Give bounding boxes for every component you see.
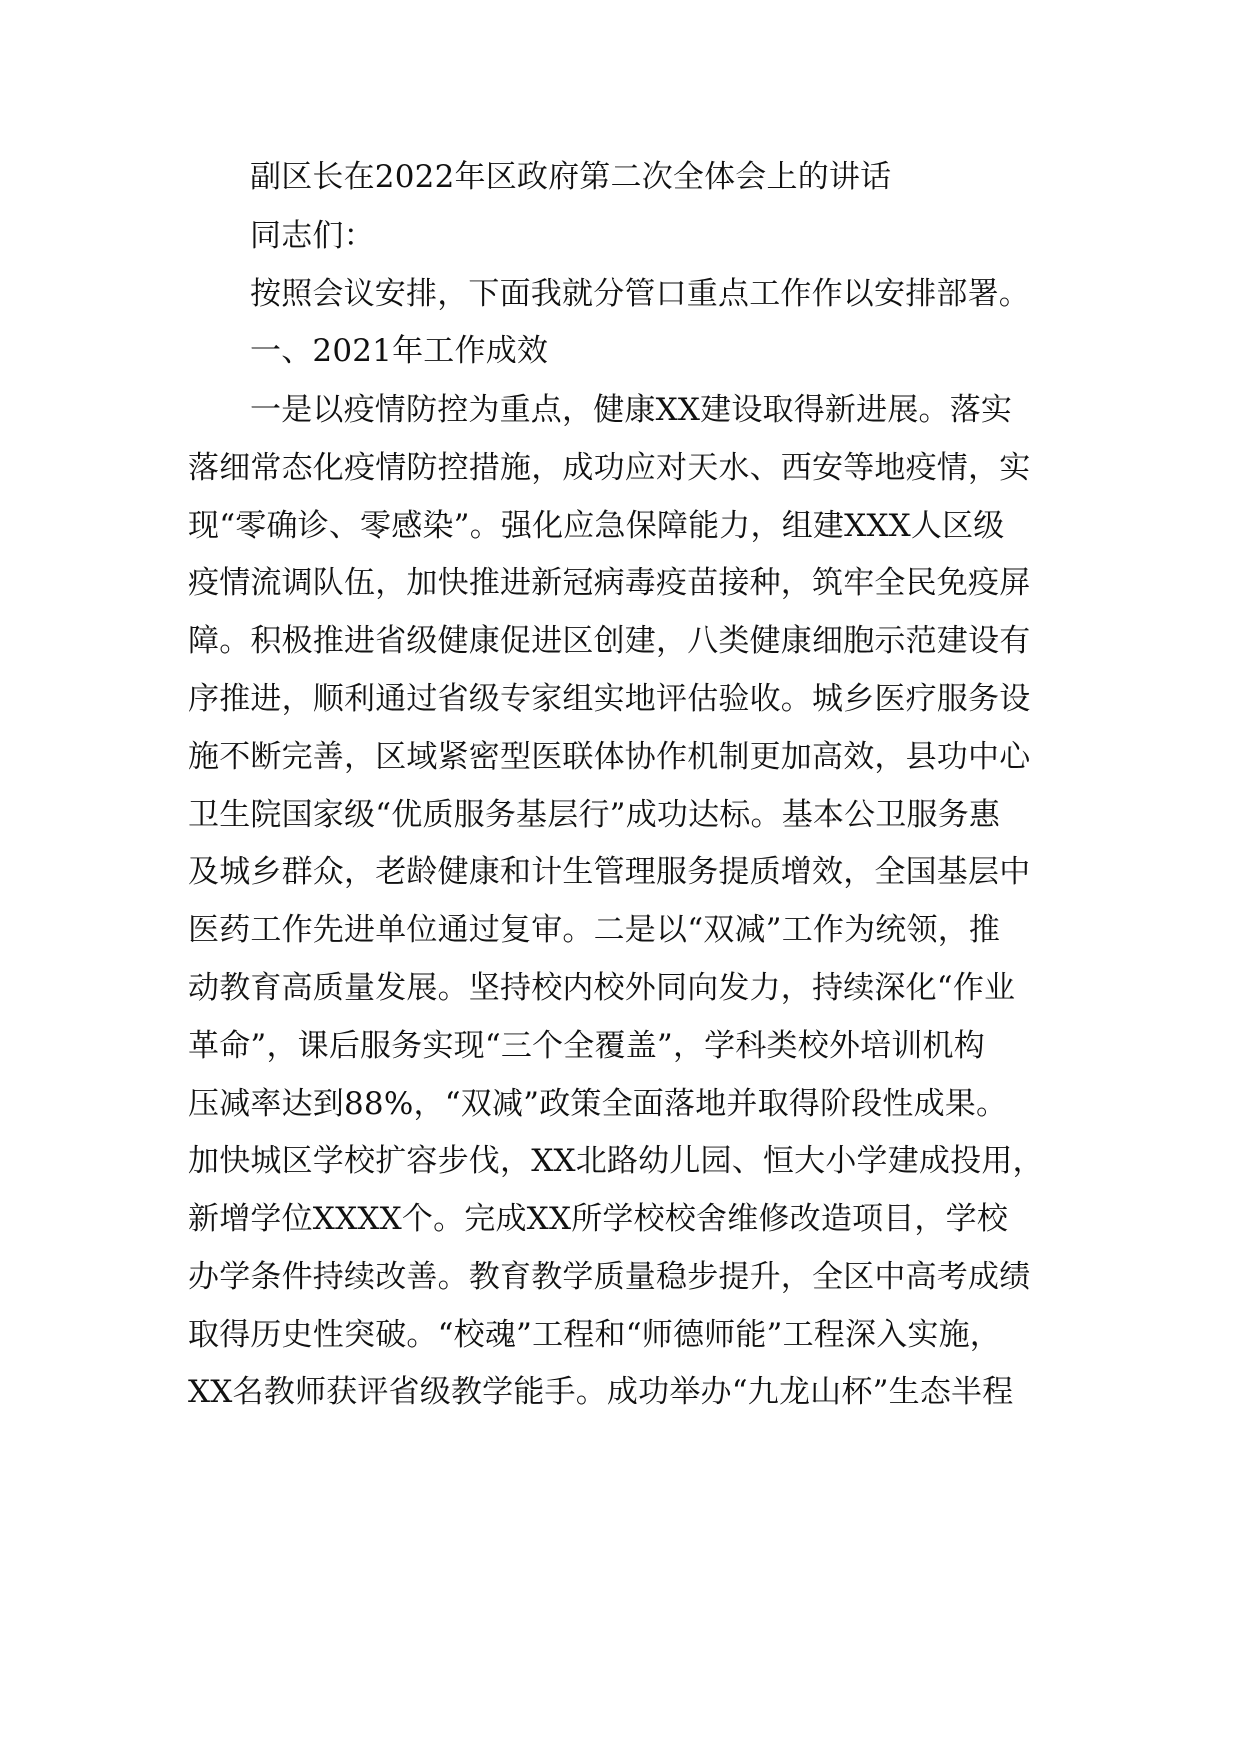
body-line: 加快城区学校扩容步伐，XX北路幼儿园、恒大小学建成投用，: [188, 1143, 1044, 1179]
body-line: 一是以疫情防控为重点，健康XX建设取得新进展。落实: [250, 392, 1013, 428]
body-line: XX名教师获评省级教学能手。成功举办“九龙山杯”生态半程: [188, 1374, 1014, 1410]
body-line: 卫生院国家级“优质服务基层行”成功达标。基本公卫服务惠: [188, 797, 1001, 833]
body-line: 办学条件持续改善。教育教学质量稳步提升，全区中高考成绩: [188, 1259, 1031, 1295]
body-line: 障。积极推进省级健康促进区创建，八类健康细胞示范建设有: [188, 623, 1031, 659]
body-line: 及城乡群众，老龄健康和计生管理服务提质增效，全国基层中: [188, 854, 1031, 890]
salutation: 同志们：: [250, 218, 375, 254]
document-title: 副区长在2022年区政府第二次全体会上的讲话: [250, 159, 892, 195]
body-line: 取得历史性突破。“校魂”工程和“师德师能”工程深入实施，: [188, 1317, 1001, 1353]
body-line: 序推进，顺利通过省级专家组实地评估验收。城乡医疗服务设: [188, 681, 1031, 717]
body-line: 医药工作先进单位通过复审。二是以“双减”工作为统领，推: [188, 912, 1001, 948]
body-line: 压减率达到88%，“双减”政策全面落地并取得阶段性成果。: [188, 1086, 1008, 1122]
body-line: 落细常态化疫情防控措施，成功应对天水、西安等地疫情，实: [188, 450, 1031, 486]
body-line: 革命”，课后服务实现“三个全覆盖”，学科类校外培训机构: [188, 1028, 985, 1064]
section-heading: 一、2021年工作成效: [250, 333, 549, 369]
body-line: 现“零确诊、零感染”。强化应急保障能力，组建XXX人区级: [188, 508, 1005, 544]
body-line: 动教育高质量发展。坚持校内校外同向发力，持续深化“作业: [188, 970, 1016, 1006]
body-line: 新增学位XXXX个。完成XX所学校校舍维修改造项目，学校: [188, 1201, 1009, 1237]
body-line: 疫情流调队伍，加快推进新冠病毒疫苗接种，筑牢全民免疫屏: [188, 565, 1031, 601]
intro-paragraph: 按照会议安排，下面我就分管口重点工作作以安排部署。: [250, 276, 1030, 312]
body-line: 施不断完善，区域紧密型医联体协作机制更加高效，县功中心: [188, 739, 1031, 775]
